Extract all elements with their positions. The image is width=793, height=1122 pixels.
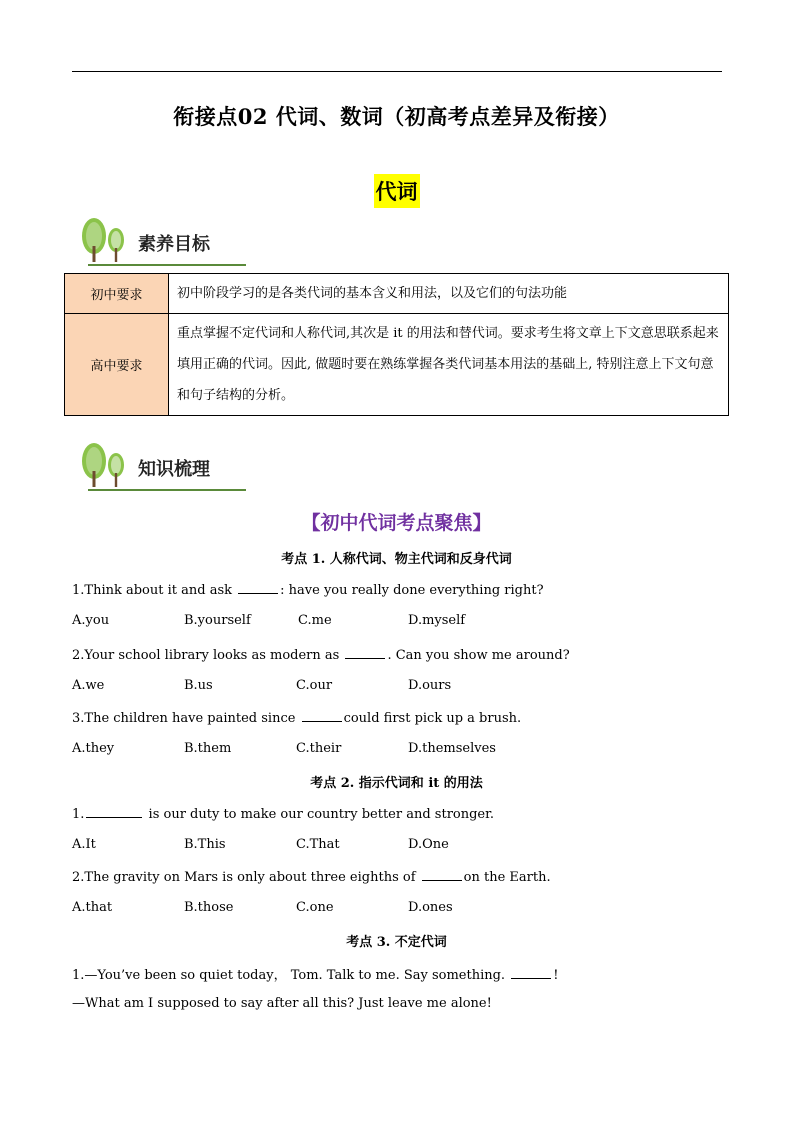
question bbox=[72, 868, 551, 885]
option: C.our bbox=[296, 678, 333, 693]
option: A.that bbox=[72, 900, 113, 915]
header-rule bbox=[72, 71, 722, 72]
kp-heading: 考点 3. 不定代词 bbox=[346, 935, 447, 950]
option: A.they bbox=[72, 741, 115, 756]
question-text: . Can you show me around? bbox=[387, 648, 570, 663]
tree-icon bbox=[78, 216, 134, 264]
answer-blank bbox=[422, 868, 462, 881]
question-text: : have you really done everything right? bbox=[280, 583, 544, 598]
section-label: 知识梳理 bbox=[138, 459, 210, 480]
subtitle-wrap bbox=[0, 174, 793, 208]
question-text: 1. bbox=[72, 807, 85, 822]
option: D.themselves bbox=[408, 741, 496, 756]
option: D.One bbox=[408, 837, 449, 852]
question-text: on the Earth. bbox=[463, 870, 551, 885]
question bbox=[72, 709, 521, 726]
question-text: ! bbox=[553, 968, 559, 983]
answer-blank bbox=[86, 805, 142, 818]
table-row bbox=[65, 274, 729, 314]
table-row bbox=[65, 314, 729, 416]
question-text: 1.Think about it and ask bbox=[72, 583, 237, 598]
question bbox=[72, 805, 494, 822]
option: C.one bbox=[296, 900, 334, 915]
option: B.us bbox=[184, 678, 213, 693]
option: C.me bbox=[298, 613, 332, 628]
option: A.you bbox=[72, 613, 110, 628]
focus-title: 【初中代词考点聚焦】 bbox=[301, 512, 492, 534]
option: D.ones bbox=[408, 900, 453, 915]
goal-text: 初中阶段学习的是各类代词的基本含义和用法，以及它们的句法功能 bbox=[169, 274, 729, 314]
question bbox=[72, 581, 544, 598]
kp-heading: 考点 2. 指示代词和 it 的用法 bbox=[310, 776, 483, 791]
answer-blank bbox=[238, 581, 278, 594]
question-text: 3.The children have painted since bbox=[72, 711, 300, 726]
answer-blank bbox=[302, 709, 342, 722]
page-title: 衔接点02 代词、数词（初高考点差异及衔接） bbox=[173, 104, 620, 129]
section-underline bbox=[88, 489, 246, 491]
option: D.myself bbox=[408, 613, 466, 628]
option: B.them bbox=[184, 741, 232, 756]
goal-label: 高中要求 bbox=[65, 314, 169, 416]
option: A.It bbox=[72, 837, 96, 852]
option: C.That bbox=[296, 837, 340, 852]
option: A.we bbox=[72, 678, 105, 693]
section-underline bbox=[88, 264, 246, 266]
question-text: is our duty to make our country better and stronger. bbox=[144, 807, 495, 822]
section-heading-knowledge bbox=[78, 441, 248, 491]
tree-icon bbox=[78, 441, 134, 489]
option: B.yourself bbox=[184, 613, 251, 628]
kp-heading: 考点 1. 人称代词、物主代词和反身代词 bbox=[281, 552, 512, 567]
question-text: could first pick up a brush. bbox=[343, 711, 522, 726]
question-text: 1.—You’ve been so quiet today， Tom. Talk to me. Say something. bbox=[72, 968, 510, 983]
question bbox=[72, 964, 558, 983]
question-response: —What am I supposed to say after all this? Just leave me alone! bbox=[72, 996, 492, 1011]
answer-blank bbox=[345, 646, 385, 659]
option: B.This bbox=[184, 837, 226, 852]
subtitle-highlight: 代词 bbox=[374, 174, 420, 208]
section-label: 素养目标 bbox=[138, 234, 210, 255]
goal-text: 重点掌握不定代词和人称代词,其次是 it 的用法和替代词。要求考生将文章上下文意思联系起来填用正确的代词。因此, 做题时要在熟练掌握各类代词基本用法的基础上, 特别注意上下文句意和句子结构的分析。 bbox=[169, 314, 729, 416]
goal-label: 初中要求 bbox=[65, 274, 169, 314]
option: D.ours bbox=[408, 678, 452, 693]
question-text: 2.Your school library looks as modern as bbox=[72, 648, 344, 663]
question-text: 2.The gravity on Mars is only about three eighths of bbox=[72, 870, 420, 885]
question bbox=[72, 646, 570, 663]
section-heading-goals bbox=[78, 216, 248, 266]
answer-blank bbox=[511, 966, 551, 979]
goals-table bbox=[64, 273, 729, 416]
option: B.those bbox=[184, 900, 234, 915]
option: C.their bbox=[296, 741, 342, 756]
